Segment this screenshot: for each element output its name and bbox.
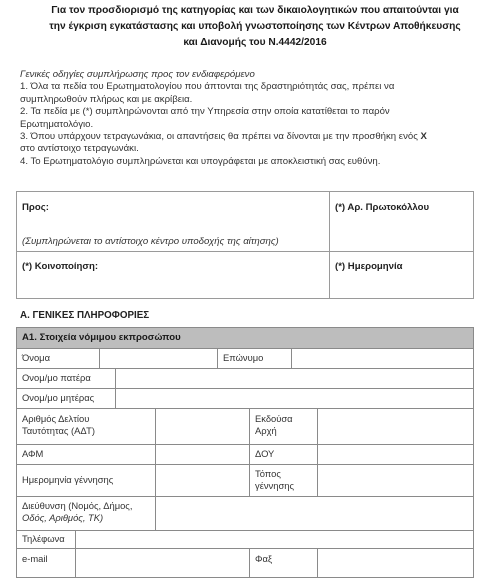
row-line <box>17 408 473 409</box>
form-title <box>40 3 470 51</box>
issuing-line: Αρχή <box>255 425 277 436</box>
id-number-line: Ταυτότητας (ΑΔΤ) <box>22 425 95 436</box>
instruction-line: 1. Όλα τα πεδία του Ερωτηματολογίου που άπτονται της δραστηριότητάς σας, πρέπει να <box>20 81 395 93</box>
phone-label: Τηλέφωνα <box>22 533 65 544</box>
title-line: την έγκριση εγκατάστασης και υποβολή γνωστοποίησης των Κέντρων Αποθήκευσης <box>49 21 461 32</box>
col-line <box>291 348 292 368</box>
email-label: e-mail <box>22 553 48 564</box>
col-line <box>317 548 318 578</box>
representative-table <box>16 327 474 578</box>
divider <box>329 192 330 298</box>
col-line <box>317 408 318 496</box>
issuing-line: Εκδούσα <box>255 413 293 424</box>
instruction-line: συμπληρωθούν πλήρως και με ακρίβεια. <box>20 93 193 105</box>
instruction-line <box>20 131 480 143</box>
afm-label: ΑΦΜ <box>22 448 44 459</box>
title-line: Για τον προσδιορισμό της κατηγορίας και των δικαιολογητικών που απαιτούνται για <box>51 5 459 16</box>
issuing-authority-label <box>255 413 293 437</box>
col-line <box>249 548 250 578</box>
id-number-line: Αριθμός Δελτίου <box>22 413 90 424</box>
row-line <box>17 464 473 465</box>
col-line <box>155 408 156 496</box>
col-line <box>115 368 116 408</box>
birth-place-label <box>255 468 294 492</box>
address-label <box>22 500 132 524</box>
fax-label: Φαξ <box>255 553 273 564</box>
instruction-line: Ερωτηματολόγιο. <box>20 118 94 130</box>
birth-place-line: Τόπος <box>255 468 281 479</box>
row-line <box>17 548 473 549</box>
instruction-line: 4. Το Ερωτηματολόγιο συμπληρώνεται και υπογράφεται με αποκλειστική σας ευθύνη. <box>20 155 381 167</box>
col-line <box>99 348 100 368</box>
birth-date-label: Ημερομηνία γέννησης <box>22 474 114 485</box>
address-line: Οδός, Αριθμός, ΤΚ) <box>22 512 104 523</box>
col-line <box>249 408 250 496</box>
instruction-line: 2. Τα πεδία με (*) συμπληρώνονται από την Υπηρεσία στην οποία κατατίθεται το παρόν <box>20 106 390 118</box>
instructions-heading: Γενικές οδηγίες συμπλήρωσης προς τον ενδιαφερόμενο <box>20 69 255 80</box>
row-line <box>17 530 473 531</box>
subsection-header <box>17 328 473 348</box>
birth-place-line: γέννησης <box>255 480 294 491</box>
title-line: και Διανομής του Ν.4442/2016 <box>183 37 327 48</box>
last-name-label: Επώνυμο <box>223 352 264 363</box>
col-line <box>75 530 76 548</box>
divider <box>17 251 473 252</box>
first-name-label: Όνομα <box>22 352 50 363</box>
instruction-text: 3. Όπου υπάρχουν τετραγωνάκια, οι απαντήσεις θα πρέπει να δίνονται με την προσθήκη ενός <box>20 131 421 143</box>
date-label: (*) Ημερομηνία <box>335 261 403 272</box>
father-name-label: Ονομ/μο πατέρα <box>22 372 91 383</box>
row-line <box>17 496 473 497</box>
col-line <box>75 548 76 578</box>
section-title: Α. ΓΕΝΙΚΕΣ ΠΛΗΡΟΦΟΡΙΕΣ <box>20 310 150 321</box>
row-line <box>17 444 473 445</box>
col-line <box>155 496 156 530</box>
row-line <box>17 348 473 349</box>
row-line <box>17 368 473 369</box>
row-line <box>17 388 473 389</box>
cc-label: (*) Κοινοποίηση: <box>22 261 99 272</box>
instruction-mark: X <box>420 131 427 143</box>
doy-label: ΔΟΥ <box>255 448 275 459</box>
subsection-title: Α1. Στοιχεία νόμιμου εκπροσώπου <box>22 332 181 343</box>
col-line <box>217 348 218 368</box>
protocol-label: (*) Αρ. Πρωτοκόλλου <box>335 202 430 213</box>
instruction-line: στο αντίστοιχο τετραγωνάκι. <box>20 143 139 155</box>
id-number-label <box>22 413 95 437</box>
submission-box <box>16 191 474 299</box>
address-line: Διεύθυνση (Νομός, Δήμος, <box>22 500 133 511</box>
to-label: Προς: <box>22 202 49 213</box>
to-note: (Συμπληρώνεται το αντίστοιχο κέντρο υποδοχής της αίτησης) <box>22 236 279 247</box>
mother-name-label: Ονομ/μο μητέρας <box>22 392 95 403</box>
instructions <box>20 69 480 168</box>
